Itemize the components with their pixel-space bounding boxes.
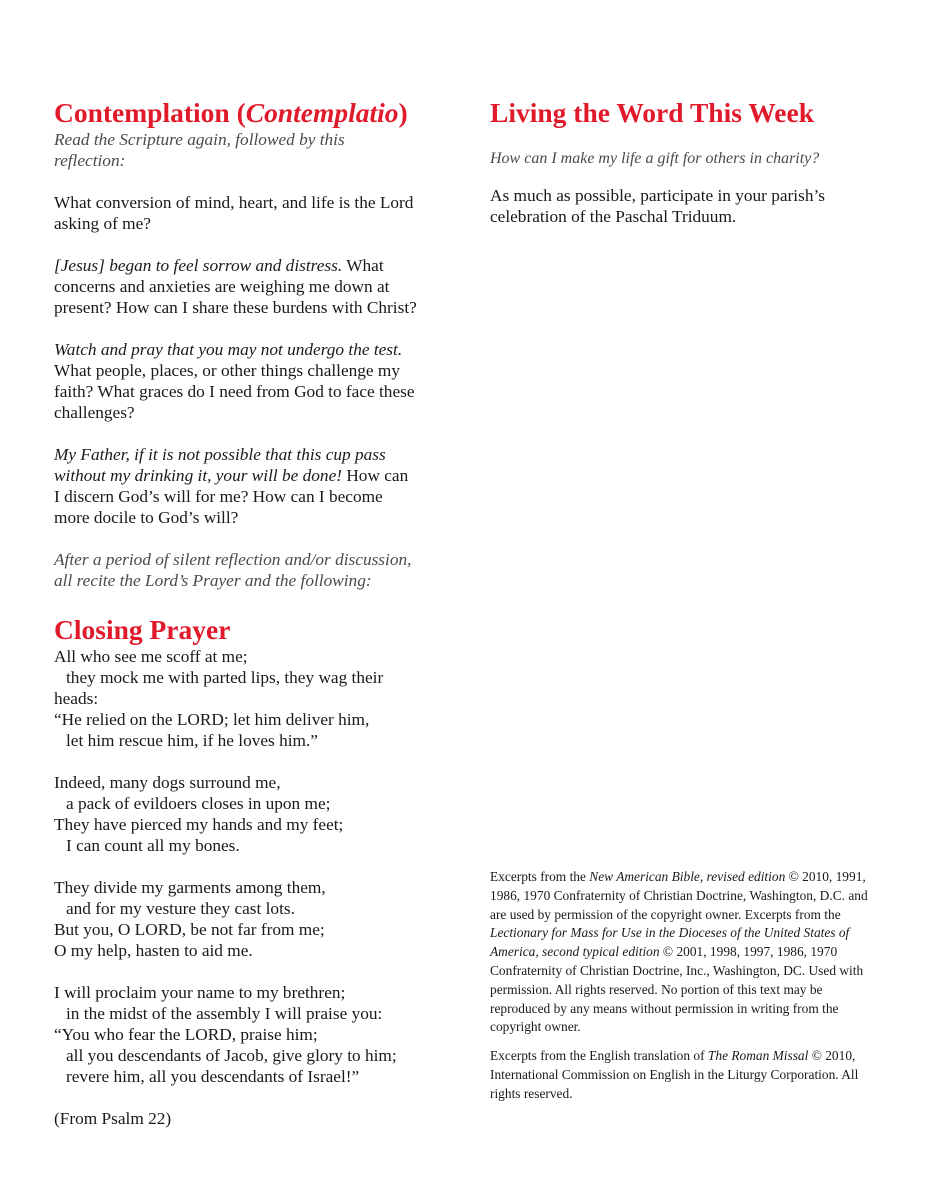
closing-note: After a period of silent reflection and/or discussion, all recite the Lord’s Prayer and the following: bbox=[54, 550, 412, 590]
reflection-question-2: [Jesus] began to feel sorrow and distress. What concerns and anxieties are weighing me down at present? How can I share these burdens with Christ? bbox=[54, 256, 417, 317]
living-word-text: As much as possible, participate in your parish’s celebration of the Paschal Triduum. bbox=[490, 186, 826, 226]
reflection-question-1: What conversion of mind, heart, and life is the Lord asking of me? bbox=[54, 193, 414, 233]
reflection-question-4: My Father, if it is not possible that this cup pass without my drinking it, your will be done! How can I discern God’s will for me? How can I become more docile to God’s will? bbox=[54, 445, 409, 527]
psalm-stanza-2: Indeed, many dogs surround me, a pack of evildoers closes in upon me; They have pierced my hands and my feet; I can count all my bones. bbox=[54, 773, 344, 855]
copyright-paragraph-1: Excerpts from the New American Bible, revised edition © 2010, 1991, 1986, 1970 Confraternity of Christian Doctrine, Washington, D.C. and are used by permission of the copyright owner. Excerpts from the Lectionary for Mass for Use in the Dioceses of the United States of America, second typical edition © 2001, 1998, 1997, 1986, 1970 Confraternity of Christian Doctrine, Inc., Washington, DC. Used with permission. All rights reserved. No portion of this text may be reproduced by any means without permission in writing from the copyright owner. bbox=[490, 869, 868, 1035]
copyright-paragraph-2: Excerpts from the English translation of The Roman Missal © 2010, International Commission on English in the Liturgy Corporation. All rights reserved. bbox=[490, 1048, 859, 1101]
right-column bbox=[490, 97, 880, 227]
living-word-heading: Living the Word This Week bbox=[490, 97, 814, 128]
psalm-stanza-3: They divide my garments among them, and for my vesture they cast lots. But you, O LORD, be not far from me; O my help, hasten to aid me. bbox=[54, 878, 326, 960]
psalm-stanza-1: All who see me scoff at me; they mock me with parted lips, they wag their heads: “He relied on the LORD; let him deliver him, let him rescue him, if he loves him.” bbox=[54, 647, 384, 750]
copyright-notice bbox=[490, 868, 882, 1104]
living-word-question: How can I make my life a gift for others in charity? bbox=[490, 150, 820, 167]
closing-prayer-heading: Closing Prayer bbox=[54, 614, 231, 645]
left-column bbox=[54, 97, 454, 1129]
reflection-question-3: Watch and pray that you may not undergo the test. What people, places, or other things challenge my faith? What graces do I need from God to face these challenges? bbox=[54, 340, 415, 422]
contemplation-intro: Read the Scripture again, followed by this reflection: bbox=[54, 130, 345, 170]
psalm-stanza-4: I will proclaim your name to my brethren; in the midst of the assembly I will praise you: “You who fear the LORD, praise him; all you descendants of Jacob, give glory to him; revere him, all you descendants of Israel!” bbox=[54, 983, 397, 1086]
psalm-source: (From Psalm 22) bbox=[54, 1109, 172, 1128]
contemplation-heading: Contemplation (Contemplatio) bbox=[54, 97, 408, 128]
